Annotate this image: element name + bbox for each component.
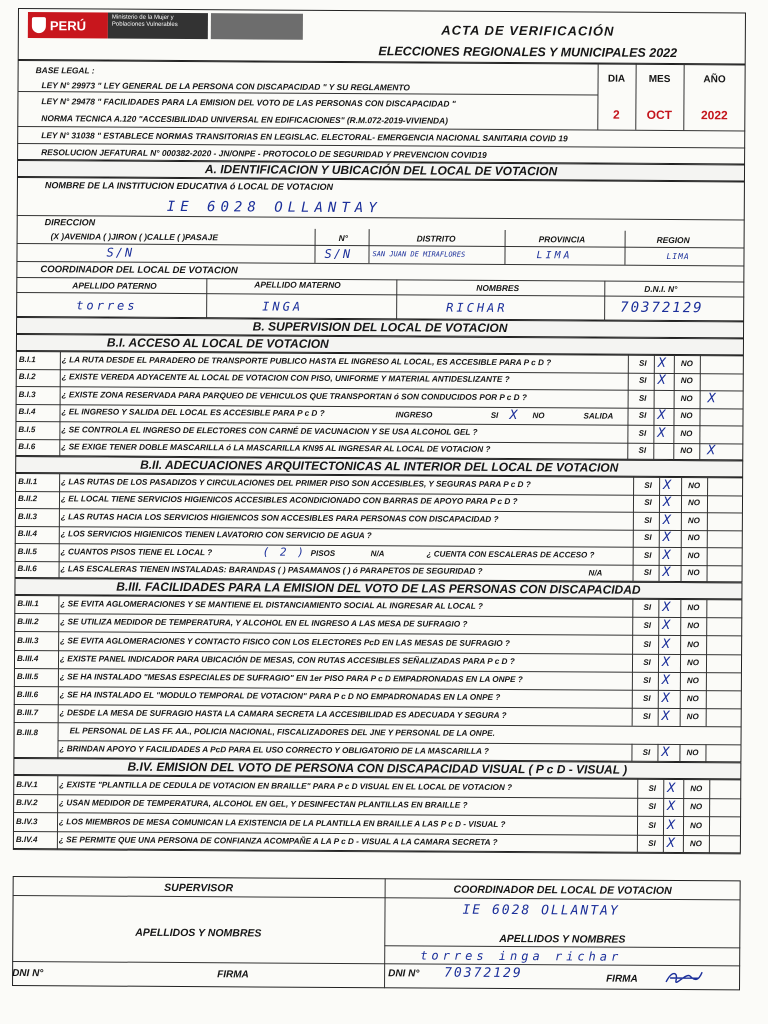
section-a-title: A. IDENTIFICACION Y UBICACIÓN DEL LOCAL DE VOTACION	[17, 160, 745, 181]
question-code: B.II.5	[17, 546, 37, 556]
apellidos-label-right: APELLIDOS Y NOMBRES	[499, 932, 626, 946]
section-b1-title: B.I. ACCESO AL LOCAL DE VOTACION	[16, 334, 744, 355]
question-text: ¿ EXISTE "PLANTILLA DE CEDULA DE VOTACION EN BRAILLE" PARA P c D VISUAL EN EL LOCAL DE VOTACION ?	[59, 779, 513, 792]
na-label-2: N/A	[588, 567, 603, 578]
option-no: NO	[686, 657, 700, 667]
coordinator-label: COORDINADOR DEL LOCAL DE VOTACION	[40, 264, 238, 277]
checkbox-mark: X	[661, 745, 670, 761]
option-no: NO	[687, 639, 700, 649]
option-no: NO	[686, 675, 699, 686]
option-si: SI	[648, 839, 656, 849]
checkbox-mark: X	[657, 408, 666, 424]
option-si: SI	[643, 657, 651, 667]
question-code: B.IV.3	[16, 816, 38, 826]
ingreso-label: INGRESO	[395, 409, 433, 420]
institution-label: NOMBRE DE LA INSTITUCION EDUCATIVA ó LOCAL DE VOTACION	[44, 180, 334, 192]
option-no: NO	[686, 748, 699, 758]
checkbox-mark: X	[661, 709, 670, 725]
option-si: SI	[642, 748, 651, 758]
question-code: B.III.2	[17, 617, 39, 627]
question-text: ¿ EXISTE VEREDA ADYACENTE AL LOCAL DE VOTACION CON PISO, UNIFORME Y MATERIAL ANTIDESLIZANTE ?	[61, 372, 510, 385]
section-b4-title: B.IV. EMISION DEL VOTO DE PERSONA CON DISCAPACIDAD VISUAL ( P c D - VISUAL )	[13, 758, 741, 779]
question-text: ¿ EXISTE PANEL INDICADOR PARA UBICACIÓN DE MESAS, CON RUTAS ACCESIBLES SEÑALIZADAS PARA P c D ?	[59, 653, 515, 666]
question-text: ¿ SE CONTROLA EL INGRESO DE ELECTORES CON CARNÉ DE VACUNACION Y SE USA ALCOHOL GEL ?	[61, 425, 478, 437]
option-si: SI	[643, 533, 652, 543]
option-si: SI	[638, 393, 647, 403]
document-subtitle: ELECCIONES REGIONALES Y MUNICIPALES 2022	[378, 44, 678, 61]
acta-form	[12, 8, 746, 1012]
option-no: NO	[686, 694, 699, 704]
option-no: NO	[687, 533, 700, 543]
materno-label: APELLIDO MATERNO	[254, 279, 341, 290]
question-text: ¿ SE HA INSTALADO EL "MODULO TEMPORAL DE VOTACION" PARA P c D NO EMPADRONADAS EN LA ONPE ?	[59, 690, 501, 703]
day-label: DIA	[607, 73, 626, 85]
floors-value: ( 2 )	[262, 545, 306, 559]
number-value: S/N	[324, 246, 353, 262]
divider	[504, 230, 505, 264]
option-si: SI	[638, 411, 647, 421]
option-si: SI	[644, 515, 652, 525]
ingreso-si: SI	[490, 410, 499, 420]
street-value: S/N	[106, 245, 135, 260]
coordinator-place: IE 6028 OLLANTAY	[462, 902, 620, 919]
question-code: B.I.2	[18, 372, 36, 382]
question-code: B.III.5	[16, 671, 39, 682]
checkbox-mark: X	[662, 600, 671, 616]
option-si: SI	[648, 802, 656, 812]
option-no: NO	[687, 603, 700, 613]
option-si: SI	[643, 550, 652, 560]
district-value: SAN JUAN DE MIRAFLORES	[372, 250, 466, 259]
column-divider	[631, 744, 632, 762]
nombres-label: NOMBRES	[476, 282, 520, 294]
base-legal-label: BASE LEGAL :	[35, 65, 95, 76]
divider	[314, 229, 315, 263]
year-label: AÑO	[703, 74, 726, 86]
na-label: N/A	[370, 549, 385, 559]
option-si: SI	[638, 376, 647, 386]
paterno-label: APELLIDO PATERNO	[72, 280, 157, 291]
signature-scribble	[664, 968, 704, 986]
question-text: ¿ EL LOCAL TIENE SERVICIOS HIGIENICOS ACCESIBLES ACONDICIONADO CON BARRAS DE APOYO PARA P c D ?	[60, 494, 518, 507]
apellidos-label-left: APELLIDOS Y NOMBRES	[135, 926, 262, 940]
option-si: SI	[642, 712, 651, 722]
option-si: SI	[644, 498, 652, 508]
salida-label: SALIDA	[583, 410, 614, 421]
option-si: SI	[638, 428, 647, 438]
firma-label-left: FIRMA	[217, 969, 249, 981]
section-b-title: B. SUPERVISION DEL LOCAL DE VOTACION	[16, 317, 744, 338]
option-si: SI	[643, 602, 652, 612]
question-text: ¿ DESDE LA MESA DE SUFRAGIO HASTA LA CAMARA SECRETA LA ACCESIBILIDAD ES ADECUADA Y SEGURA ?	[59, 708, 507, 721]
secondary-logo	[211, 13, 303, 40]
materno-value: INGA	[262, 299, 304, 314]
ingreso-no: NO	[532, 410, 545, 420]
day-value: 2	[612, 107, 620, 122]
checkbox-mark: X	[661, 654, 670, 670]
document-title: ACTA DE VERIFICACIÓN	[441, 22, 615, 39]
divider	[624, 231, 625, 265]
firma-label-right: FIRMA	[606, 973, 638, 985]
district-label: DISTRITO	[416, 233, 456, 244]
question-code: B.III.4	[17, 653, 39, 663]
checkbox-mark: X	[666, 817, 675, 833]
option-si: SI	[642, 693, 651, 703]
question-text: ¿ LOS MIEMBROS DE MESA COMUNICAN LA EXISTENCIA DE LA PLANTILLA EN BRAILLE A LAS P c D - VISUAL ?	[59, 816, 506, 829]
region-value: LIMA	[666, 251, 690, 262]
option-si: SI	[643, 568, 652, 578]
checkbox-mark: X	[662, 530, 671, 546]
question-text: ¿ SE EVITA AGLOMERACIONES Y CONTACTO FISICO CON LOS ELECTORES PcD EN LAS MESAS DE SUFRAGIO ?	[60, 635, 510, 648]
supervisor-label: SUPERVISOR	[164, 881, 234, 895]
option-no: NO	[686, 712, 699, 722]
divider	[368, 229, 369, 263]
option-no: NO	[689, 820, 703, 830]
question-text: ¿ LAS ESCALERAS TIENEN INSTALADAS: BARANDAS ( ) PASAMANOS ( ) ó PARAPETOS DE SEGURIDAD ?	[60, 564, 483, 577]
nombres-value: RICHAR	[446, 300, 508, 315]
option-no: NO	[680, 376, 693, 386]
option-no: NO	[687, 498, 701, 508]
option-no: NO	[687, 550, 700, 560]
option-si: SI	[648, 820, 656, 830]
legal-line: NORMA TECNICA A.120 "ACCESIBILIDAD UNIVERSAL EN EDIFICACIONES" (R.M.072-2019-VIVIENDA)	[41, 113, 448, 126]
stairs-question: ¿ CUENTA CON ESCALERAS DE ACCESO ?	[426, 549, 595, 560]
peru-logo-text: PERÚ	[49, 17, 87, 33]
legal-line: LEY N° 29973 " LEY GENERAL DE LA PERSONA CON DISCAPACIDAD " Y SU REGLAMENTO	[41, 80, 410, 93]
section-b3-title: B.III. FACILIDADES PARA LA EMISION DEL VOTO DE LAS PERSONAS CON DISCAPACIDAD	[14, 578, 742, 599]
question-text: EL PERSONAL DE LAS FF. AA., POLICIA NACIONAL, FISCALIZADORES DEL JNE Y PERSONAL DE LA ONPE.	[69, 726, 495, 739]
checkbox-mark: X	[662, 512, 671, 528]
year-value: 2022	[700, 108, 728, 123]
question-code: B.III.7	[16, 708, 39, 718]
question-code: B.II.4	[17, 529, 37, 539]
dni-value: 70372129	[620, 299, 704, 317]
question-text: ¿ BRINDAN APOYO Y FACILIDADES A PcD PARA EL USO CORRECTO Y OBLIGATORIO DE LA MASCARILLA ?	[59, 744, 489, 757]
checkbox-mark: X	[662, 565, 671, 581]
ministry-logo: Ministerio de la Mujer y Poblaciones Vulnerables	[108, 13, 208, 40]
option-si: SI	[638, 446, 647, 456]
checkbox-mark: X	[707, 443, 716, 459]
option-no: NO	[680, 358, 693, 368]
question-text: ¿ SE UTILIZA MEDIDOR DE TEMPERATURA, Y ALCOHOL EN EL INGRESO A LAS MESA DE SUFRAGIO ?	[60, 617, 468, 630]
question-code: B.IV.2	[16, 798, 38, 808]
address-label: DIRECCION	[44, 217, 96, 228]
option-no: NO	[690, 802, 703, 812]
option-no: NO	[680, 411, 693, 421]
question-code: B.III.3	[17, 635, 39, 645]
checkbox-mark: X	[661, 672, 670, 688]
question-text: ¿ SE PERMITE QUE UNA PERSONA DE CONFIANZA ACOMPAÑE A LA P c D - VISUAL A LA CAMARA SECRETA ?	[58, 835, 498, 848]
checkbox-mark: X	[662, 495, 671, 511]
peru-logo	[28, 12, 108, 38]
question-code: B.III.8	[16, 728, 38, 738]
option-si: SI	[648, 783, 657, 793]
question-code: B.I.4	[18, 407, 36, 417]
checkbox-mark: X	[662, 547, 671, 563]
checkbox-mark: X	[662, 618, 671, 634]
checkbox-mark: X	[707, 390, 716, 407]
section-b2-title: B.II. ADECUACIONES ARQUITECTONICAS AL INTERIOR DEL LOCAL DE VOTACION	[15, 456, 743, 477]
option-no: NO	[689, 839, 702, 849]
pisos-label: PISOS	[310, 548, 336, 558]
province-value: LIMA	[536, 250, 573, 262]
dni-label: D.N.I. N°	[644, 283, 678, 295]
paterno-value: torres	[76, 298, 138, 313]
option-no: NO	[687, 568, 700, 578]
option-no: NO	[687, 515, 700, 525]
checkbox-mark: X	[666, 836, 675, 852]
shield-icon	[32, 17, 46, 33]
question-code: B.IV.1	[16, 779, 38, 789]
question-code: B.I.5	[18, 424, 36, 434]
option-si: SI	[643, 621, 652, 631]
checkbox-mark: X	[667, 780, 676, 796]
question-text: ¿ SE HA INSTALADO "MESAS ESPECIALES DE SUFRAGIO" EN 1er PISO PARA P c D EMPADRONADAS EN LA ONPE ?	[59, 672, 523, 684]
question-code: B.II.1	[18, 476, 38, 486]
question-code: B.III.1	[17, 599, 39, 609]
column-divider	[657, 744, 658, 762]
option-no: NO	[680, 446, 693, 456]
legal-line: RESOLUCION JEFATURAL N° 000382-2020 - JN/ONPE - PROTOCOLO DE SEGURIDAD Y PREVENCION COVID19	[41, 147, 487, 160]
coordinator-dni: 70372129	[444, 965, 523, 982]
region-label: REGION	[656, 234, 690, 246]
coordinator-signature-label: COORDINADOR DEL LOCAL DE VOTACION	[453, 883, 672, 898]
question-text: ¿ SE EVITA AGLOMERACIONES Y SE MANTIENE EL DISTANCIAMIENTO SOCIAL AL INGRESAR AL LOCAL ?	[60, 599, 483, 611]
question-text: ¿ LA RUTA DESDE EL PARADERO DE TRANSPORTE PUBLICO HASTA EL INGRESO AL LOCAL, ES ACCESIBLE PARA P c D ?	[61, 355, 552, 368]
question-text: ¿ LAS RUTAS HACIA LOS SERVICIOS HIGIENICOS SON ACCESIBLES PARA PERSONAS CON DISCAPACIDAD ?	[60, 512, 499, 524]
checkbox-mark: X	[657, 355, 666, 371]
checkbox-mark: X	[667, 799, 676, 815]
coordinator-name: torres inga richar	[420, 948, 623, 964]
option-no: NO	[690, 783, 703, 793]
question-text: ¿ LAS RUTAS DE LOS PASADIZOS Y CIRCULACIONES DEL PRIMER PISO SON ACCESIBLES, Y SEGURAS PARA P c D ?	[61, 477, 531, 489]
institution-value: IE 6028 OLLANTAY	[166, 198, 382, 217]
option-no: NO	[688, 480, 701, 490]
question-text: ¿ EL INGRESO Y SALIDA DEL LOCAL ES ACCESIBLE PARA P c D ?	[61, 407, 325, 419]
column-divider	[679, 744, 680, 762]
checkbox-mark: X	[657, 373, 666, 389]
street-type-options: (X )AVENIDA ( )JIRON ( )CALLE ( )PASAJE	[50, 231, 218, 243]
column-divider	[705, 745, 706, 763]
month-value: OCT	[646, 107, 673, 122]
option-si: SI	[643, 675, 651, 685]
ingreso-mark: X	[509, 407, 518, 423]
month-label: MES	[648, 73, 671, 85]
question-text: ¿ USAN MEDIDOR DE TEMPERATURA, ALCOHOL EN GEL, Y DESINFECTAN PLANTILLAS EN BRAILLE ?	[59, 798, 468, 810]
question-text: ¿ CUANTOS PISOS TIENE EL LOCAL ?	[60, 547, 213, 557]
question-code: B.IV.4	[15, 835, 38, 845]
dni-label-left: DNI N°	[12, 967, 44, 980]
question-code: B.II.3	[17, 511, 38, 521]
dni-label-right: DNI N°	[388, 968, 420, 980]
question-code: B.I.1	[18, 354, 36, 364]
option-si: SI	[639, 358, 647, 368]
question-text: ¿ EXISTE ZONA RESERVADA PARA PARQUEO DE VEHICULOS QUE TRANSPORTAN ó SON CONDUCIDOS POR P c D ?	[61, 390, 527, 402]
legal-line: LEY N° 29478 " FACILIDADES PARA LA EMISION DEL VOTO DE LAS PERSONAS CON DISCAPACIDAD "	[41, 96, 456, 109]
option-si: SI	[644, 480, 652, 490]
checkbox-mark: X	[663, 477, 671, 493]
checkbox-mark: X	[662, 636, 671, 652]
question-code: B.I.3	[18, 389, 36, 399]
checkbox-mark: X	[661, 691, 670, 707]
legal-line: LEY N° 31038 " ESTABLECE NORMAS TRANSITORIAS EN LEGISLAC. ELECTORAL- EMERGENCIA NACIONAL SANITARIA COVID 19	[41, 130, 568, 144]
option-si: SI	[643, 639, 651, 649]
question-code: B.II.6	[17, 564, 37, 574]
option-no: NO	[687, 621, 700, 631]
question-code: B.I.6	[18, 442, 36, 452]
question-code: B.II.2	[17, 494, 38, 504]
number-label: N°	[338, 232, 349, 244]
question-text: ¿ SE EXIGE TENER DOBLE MASCARILLA ó LA MASCARILLA KN95 AL INGRESAR AL LOCAL DE VOTACION ?	[61, 442, 491, 455]
option-no: NO	[680, 428, 693, 438]
option-no: NO	[680, 393, 693, 403]
column-divider	[57, 723, 58, 759]
province-label: PROVINCIA	[538, 234, 586, 245]
question-text: ¿ LOS SERVICIOS HIGIENICOS TIENEN LAVATORIO CON SERVICIO DE AGUA ?	[60, 529, 372, 541]
question-code: B.III.6	[16, 690, 39, 700]
checkbox-mark: X	[657, 425, 666, 441]
